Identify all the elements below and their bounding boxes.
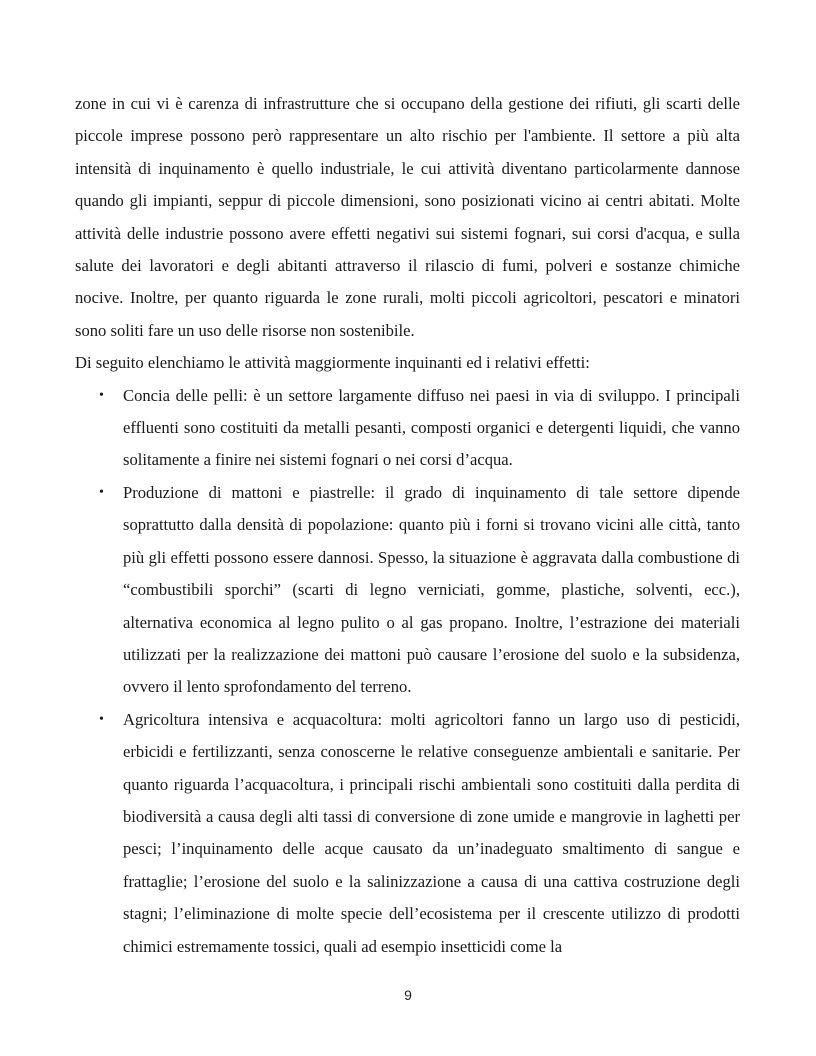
list-intro: Di seguito elenchiamo le attività maggiormente inquinanti ed i relativi effetti:	[75, 353, 590, 373]
bullet-icon: •	[99, 484, 104, 500]
bullet-list	[75, 380, 740, 963]
bullet-icon: •	[99, 711, 104, 727]
list-item-mattoni	[75, 477, 740, 704]
document-page	[75, 88, 740, 963]
list-item-text: Agricoltura intensiva e acquacoltura: molti agricoltori fanno un largo uso di pesticidi, erbicidi e fertilizzanti, senza conoscerne le relative conseguenze ambientali e sanitarie. Per quanto riguarda l’acquacoltura, i principali rischi ambientali sono costituiti dalla perdita di biodiversità a causa degli alti tassi di conversione di zone umide e mangrovie in laghetti per pesci; l’inquinamento delle acque causato da un’inadeguato smaltimento di sangue e frattaglie; l’erosione del suolo e la salinizzazione a causa di una cattiva costruzione degli stagni; l’eliminazione di molte specie dell’ecosistema per il crescente utilizzo di prodotti chimici estremamente tossici, quali ad esempio insetticidi come la	[123, 709, 740, 956]
list-item-agricoltura	[75, 704, 740, 963]
page-number: 9	[404, 987, 412, 1003]
body-paragraph: zone in cui vi è carenza di infrastrutture che si occupano della gestione dei rifiuti, gli scarti delle piccole imprese possono però rappresentare un alto rischio per l'ambiente. Il settore a più alta intensità di inquinamento è quello industriale, le cui attività diventano particolarmente dannose quando gli impianti, seppur di piccole dimensioni, sono posizionati vicino ai centri abitati. Molte attività delle industrie possono avere effetti negativi sui sistemi fognari, sui corsi d'acqua, e sulla salute dei lavoratori e degli abitanti attraverso il rilascio di fumi, polveri e sostanze chimiche nocive. Inoltre, per quanto riguarda le zone rurali, molti piccoli agricoltori, pescatori e minatori sono soliti fare un uso delle risorse non sostenibile.	[75, 94, 740, 340]
bullet-icon: •	[99, 387, 104, 403]
list-item-concia	[75, 380, 740, 477]
list-item-text: Produzione di mattoni e piastrelle: il grado di inquinamento di tale settore dipende soprattutto dalla densità di popolazione: quanto più i forni si trovano vicini alle città, tanto più gli effetti possono essere dannosi. Spesso, la situazione è aggravata dalla combustione di “combustibili sporchi” (scarti di legno verniciati, gomme, plastiche, solventi, ecc.), alternativa economica al legno pulito o al gas propano. Inoltre, l’estrazione dei materiali utilizzati per la realizzazione dei mattoni può causare l’erosione del suolo e la subsidenza, ovvero il lento sprofondamento del terreno.	[123, 482, 740, 697]
list-item-text: Concia delle pelli: è un settore largamente diffuso nei paesi in via di sviluppo. I principali effluenti sono costituiti da metalli pesanti, composti organici e detergenti liquidi, che vanno solitamente a finire nei sistemi fognari o nei corsi d’acqua.	[123, 385, 740, 470]
